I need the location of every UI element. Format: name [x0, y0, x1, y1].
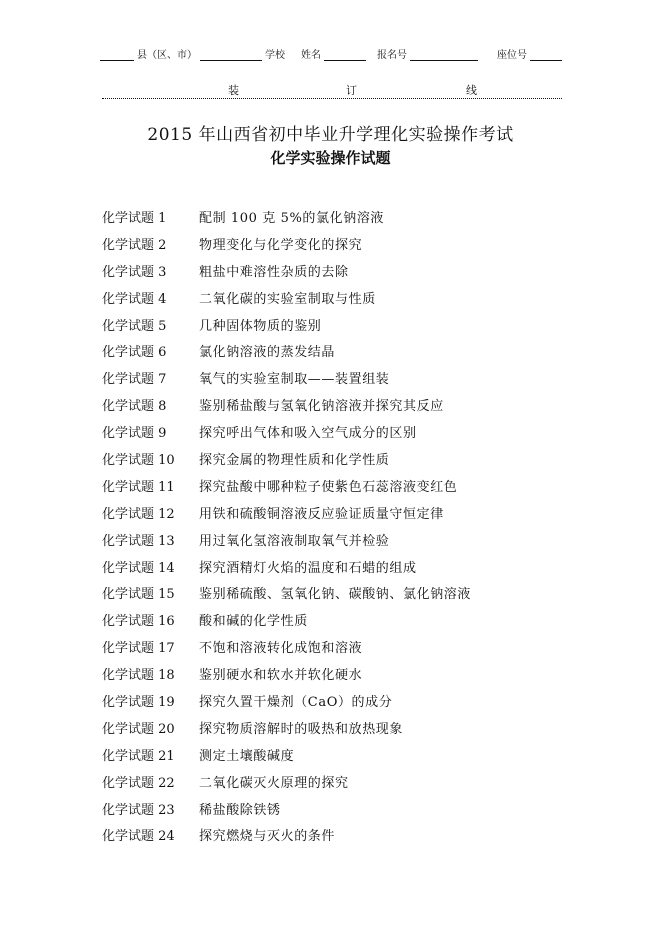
item-number: 化学试题 10 [102, 452, 175, 468]
item-name: 二氧化碳的实验室制取与性质 [199, 291, 376, 307]
list-item [102, 768, 602, 795]
item-name: 二氧化碳灭火原理的探究 [199, 775, 349, 791]
item-name: 酸和碱的化学性质 [199, 614, 308, 630]
item-name: 鉴别稀盐酸与氢氧化钠溶液并探究其反应 [199, 399, 444, 415]
item-number: 化学试题 14 [102, 560, 175, 576]
name-blank[interactable] [324, 49, 366, 61]
binding-char-ding: 订 [346, 84, 357, 97]
item-number: 化学试题 6 [102, 345, 167, 361]
list-item [102, 445, 602, 472]
list-item [102, 633, 602, 660]
exam-info-header [100, 46, 570, 61]
item-name: 用过氧化氢溶液制取氧气并检验 [199, 533, 390, 549]
name-label: 姓名 [301, 50, 321, 61]
item-name: 配制 100 克 5%的氯化钠溶液 [199, 210, 385, 226]
item-name: 用铁和硫酸铜溶液反应验证质量守恒定律 [199, 506, 444, 522]
list-item [102, 311, 602, 338]
list-item [102, 821, 602, 848]
school-label: 学校 [265, 50, 285, 61]
item-name: 探究金属的物理性质和化学性质 [199, 452, 390, 468]
item-name: 探究物质溶解时的吸热和放热现象 [199, 721, 404, 737]
binding-char-xian: 线 [466, 84, 477, 97]
item-number: 化学试题 9 [102, 426, 167, 442]
item-number: 化学试题 7 [102, 372, 167, 388]
item-number: 化学试题 17 [102, 641, 175, 657]
item-number: 化学试题 23 [102, 802, 175, 818]
item-name: 探究盐酸中哪种粒子使紫色石蕊溶液变红色 [199, 479, 458, 495]
item-number: 化学试题 3 [102, 264, 167, 280]
item-name: 探究呼出气体和吸入空气成分的区别 [199, 426, 417, 442]
list-item [102, 337, 602, 364]
seat-label: 座位号 [497, 50, 527, 61]
item-name: 探究燃烧与灭火的条件 [199, 829, 336, 845]
item-name: 氯化钠溶液的蒸发结晶 [199, 345, 336, 361]
list-item [102, 418, 602, 445]
list-item [102, 203, 602, 230]
list-item [102, 714, 602, 741]
item-number: 化学试题 21 [102, 748, 175, 764]
page-title: 2015 年山西省初中毕业升学理化实验操作考试 [147, 125, 514, 145]
item-name: 物理变化与化学变化的探究 [199, 237, 363, 253]
item-name: 探究久置干燥剂（CaO）的成分 [199, 694, 393, 710]
item-number: 化学试题 12 [102, 506, 175, 522]
seat-blank[interactable] [530, 49, 562, 61]
item-number: 化学试题 16 [102, 614, 175, 630]
item-name: 鉴别硬水和软水并软化硬水 [199, 668, 363, 684]
item-name: 粗盐中难溶性杂质的去除 [199, 264, 349, 280]
item-number: 化学试题 13 [102, 533, 175, 549]
item-number: 化学试题 1 [102, 210, 167, 226]
item-number: 化学试题 4 [102, 291, 167, 307]
binding-line [102, 82, 562, 99]
reg-label: 报名号 [377, 50, 407, 61]
list-item [102, 472, 602, 499]
list-item [102, 526, 602, 553]
item-number: 化学试题 18 [102, 668, 175, 684]
county-label: 县（区、市） [137, 50, 197, 61]
list-item [102, 660, 602, 687]
item-name: 几种固体物质的鉴别 [199, 318, 322, 334]
item-name: 测定土壤酸碱度 [199, 748, 295, 764]
list-item [102, 606, 602, 633]
binding-char-zhuang: 装 [228, 84, 239, 97]
item-number: 化学试题 19 [102, 694, 175, 710]
list-item [102, 364, 602, 391]
list-item [102, 284, 602, 311]
test-list [102, 203, 602, 848]
list-item [102, 795, 602, 822]
list-item [102, 257, 602, 284]
reg-blank[interactable] [410, 49, 478, 61]
list-item [102, 230, 602, 257]
item-number: 化学试题 24 [102, 829, 175, 845]
list-item [102, 741, 602, 768]
page-subtitle: 化学实验操作试题 [270, 149, 391, 167]
list-item [102, 499, 602, 526]
item-number: 化学试题 11 [102, 479, 175, 495]
list-item [102, 579, 602, 606]
item-number: 化学试题 8 [102, 399, 167, 415]
item-name: 鉴别稀硫酸、氢氧化钠、碳酸钠、氯化钠溶液 [199, 587, 472, 603]
item-number: 化学试题 15 [102, 587, 175, 603]
item-number: 化学试题 5 [102, 318, 167, 334]
item-number: 化学试题 20 [102, 721, 175, 737]
county-blank[interactable] [100, 49, 134, 61]
item-name: 稀盐酸除铁锈 [199, 802, 281, 818]
school-blank[interactable] [200, 49, 262, 61]
item-name: 探究酒精灯火焰的温度和石蜡的组成 [199, 560, 417, 576]
list-item [102, 391, 602, 418]
item-name: 不饱和溶液转化成饱和溶液 [199, 641, 363, 657]
item-number: 化学试题 22 [102, 775, 175, 791]
list-item [102, 553, 602, 580]
list-item [102, 687, 602, 714]
item-name: 氧气的实验室制取——装置组装 [199, 372, 390, 388]
item-number: 化学试题 2 [102, 237, 167, 253]
